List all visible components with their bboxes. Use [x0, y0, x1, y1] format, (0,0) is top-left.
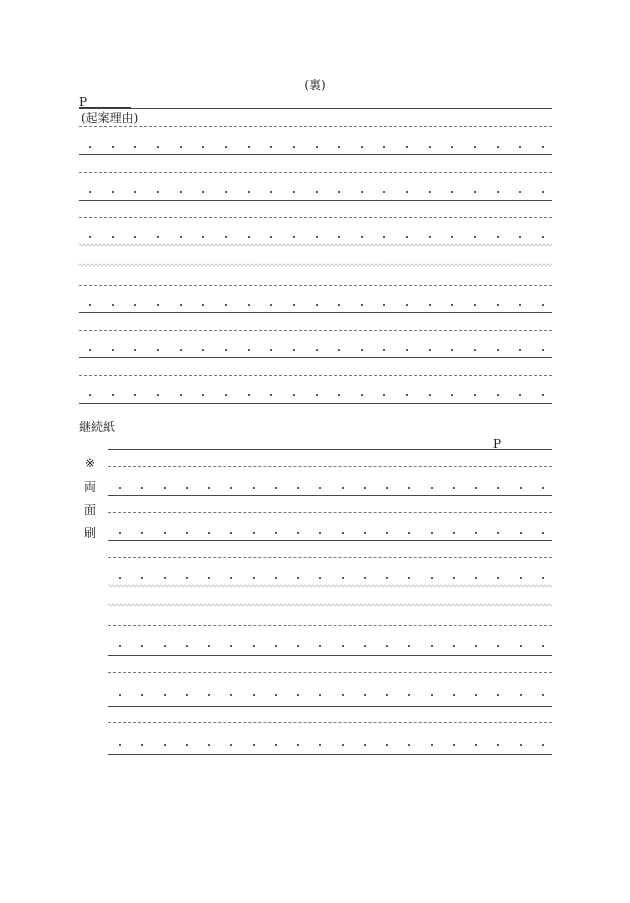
guide-dot: [112, 349, 114, 351]
guide-dot: [112, 191, 114, 193]
dashed-line: [108, 722, 552, 723]
continuation-heading: 継続紙: [79, 420, 116, 434]
guide-dot: [453, 577, 455, 579]
guide-dot: [297, 577, 299, 579]
guide-dot: [316, 236, 318, 238]
guide-dot: [141, 694, 143, 696]
guide-dot: [475, 532, 477, 534]
guide-dot: [431, 577, 433, 579]
guide-dot: [451, 349, 453, 351]
guide-dot: [230, 487, 232, 489]
guide-dot: [429, 191, 431, 193]
guide-dot: [134, 236, 136, 238]
guide-dot: [497, 146, 499, 148]
guide-dot: [408, 694, 410, 696]
guide-dot: [408, 532, 410, 534]
guide-dot: [316, 191, 318, 193]
guide-dot: [202, 236, 204, 238]
guide-dot: [275, 487, 277, 489]
guide-dot: [474, 146, 476, 148]
guide-dot: [293, 349, 295, 351]
guide-dot: [475, 577, 477, 579]
guide-dot: [406, 146, 408, 148]
guide-dot: [542, 744, 544, 746]
guide-dot: [520, 487, 522, 489]
guide-dot: [119, 532, 121, 534]
guide-dot: [208, 744, 210, 746]
solid-line: [108, 655, 552, 656]
section-top-rule: [79, 108, 552, 109]
guide-dot: [141, 577, 143, 579]
guide-dot: [475, 694, 477, 696]
guide-dot: [164, 532, 166, 534]
guide-dot: [453, 487, 455, 489]
guide-dot: [208, 532, 210, 534]
dashed-line: [108, 512, 552, 513]
guide-dot: [186, 645, 188, 647]
guide-dot: [248, 394, 250, 396]
guide-dot: [89, 146, 91, 148]
guide-dot: [383, 304, 385, 306]
wavy-line: [79, 243, 552, 247]
guide-dot: [497, 532, 499, 534]
guide-dot: [429, 349, 431, 351]
guide-dot: [270, 191, 272, 193]
dashed-line: [79, 217, 552, 218]
guide-dot: [119, 577, 121, 579]
guide-dot: [542, 146, 544, 148]
guide-dot: [225, 191, 227, 193]
guide-dot: [364, 744, 366, 746]
dashed-line: [79, 330, 552, 331]
guide-dot: [134, 146, 136, 148]
guide-dot: [542, 304, 544, 306]
guide-dot: [270, 394, 272, 396]
guide-dot: [497, 349, 499, 351]
guide-dot: [253, 694, 255, 696]
guide-dot: [542, 532, 544, 534]
guide-dot: [342, 694, 344, 696]
guide-dot: [297, 645, 299, 647]
guide-dot: [202, 304, 204, 306]
guide-dot: [408, 744, 410, 746]
guide-dot: [383, 236, 385, 238]
guide-dot: [408, 487, 410, 489]
guide-dot: [519, 304, 521, 306]
guide-dot: [338, 304, 340, 306]
guide-dot: [386, 744, 388, 746]
side-note-char: 面: [83, 503, 96, 517]
dashed-line: [108, 557, 552, 558]
guide-dot: [202, 394, 204, 396]
guide-dot: [186, 487, 188, 489]
dot-guide-row: [89, 394, 542, 397]
guide-dot: [497, 304, 499, 306]
guide-dot: [253, 645, 255, 647]
guide-dot: [364, 577, 366, 579]
guide-dot: [112, 236, 114, 238]
guide-dot: [364, 645, 366, 647]
guide-dot: [319, 744, 321, 746]
wavy-line: [79, 263, 552, 267]
guide-dot: [342, 577, 344, 579]
guide-dot: [542, 577, 544, 579]
guide-dot: [542, 487, 544, 489]
guide-dot: [297, 744, 299, 746]
guide-dot: [208, 487, 210, 489]
guide-dot: [497, 394, 499, 396]
guide-dot: [253, 487, 255, 489]
wavy-line: [108, 584, 552, 588]
guide-dot: [497, 577, 499, 579]
guide-dot: [119, 487, 121, 489]
guide-dot: [293, 191, 295, 193]
dashed-line: [79, 285, 552, 286]
guide-dot: [520, 744, 522, 746]
guide-dot: [164, 744, 166, 746]
guide-dot: [141, 645, 143, 647]
guide-dot: [406, 191, 408, 193]
guide-dot: [361, 394, 363, 396]
solid-line: [79, 312, 552, 313]
dashed-line: [79, 375, 552, 376]
guide-dot: [208, 694, 210, 696]
guide-dot: [119, 645, 121, 647]
guide-dot: [134, 394, 136, 396]
guide-dot: [431, 744, 433, 746]
guide-dot: [338, 191, 340, 193]
solid-line: [108, 540, 552, 541]
dot-guide-row: [89, 304, 542, 307]
page-title: (裏): [304, 78, 326, 92]
guide-dot: [364, 694, 366, 696]
guide-dot: [157, 394, 159, 396]
guide-dot: [364, 532, 366, 534]
side-note-char: 刷: [83, 526, 96, 540]
guide-dot: [253, 532, 255, 534]
guide-dot: [342, 487, 344, 489]
guide-dot: [429, 236, 431, 238]
guide-dot: [429, 394, 431, 396]
guide-dot: [519, 191, 521, 193]
guide-dot: [275, 577, 277, 579]
guide-dot: [383, 146, 385, 148]
guide-dot: [497, 744, 499, 746]
guide-dot: [225, 394, 227, 396]
section-top-rule: [108, 449, 552, 450]
guide-dot: [386, 694, 388, 696]
guide-dot: [270, 236, 272, 238]
guide-dot: [293, 304, 295, 306]
guide-dot: [186, 694, 188, 696]
solid-line: [79, 403, 552, 404]
guide-dot: [497, 694, 499, 696]
reason-heading: (起案理由): [81, 111, 139, 125]
guide-dot: [186, 744, 188, 746]
guide-dot: [338, 236, 340, 238]
guide-dot: [406, 394, 408, 396]
guide-dot: [383, 349, 385, 351]
guide-dot: [474, 349, 476, 351]
guide-dot: [225, 236, 227, 238]
guide-dot: [361, 146, 363, 148]
guide-dot: [180, 349, 182, 351]
guide-dot: [319, 577, 321, 579]
guide-dot: [520, 532, 522, 534]
guide-dot: [164, 645, 166, 647]
guide-dot: [270, 146, 272, 148]
guide-dot: [451, 394, 453, 396]
guide-dot: [316, 349, 318, 351]
guide-dot: [453, 645, 455, 647]
guide-dot: [431, 532, 433, 534]
dot-guide-row: [119, 694, 542, 697]
guide-dot: [275, 532, 277, 534]
solid-line: [79, 154, 552, 155]
guide-dot: [431, 694, 433, 696]
guide-dot: [270, 304, 272, 306]
guide-dot: [112, 304, 114, 306]
dot-guide-row: [119, 487, 542, 490]
side-note-char: 両: [83, 480, 96, 494]
guide-dot: [406, 236, 408, 238]
guide-dot: [361, 191, 363, 193]
guide-dot: [119, 744, 121, 746]
guide-dot: [451, 146, 453, 148]
guide-dot: [342, 645, 344, 647]
guide-dot: [112, 394, 114, 396]
page-prefix: P: [79, 95, 88, 109]
guide-dot: [338, 394, 340, 396]
guide-dot: [134, 304, 136, 306]
guide-dot: [519, 394, 521, 396]
dot-guide-row: [119, 577, 542, 580]
guide-dot: [293, 236, 295, 238]
guide-dot: [141, 487, 143, 489]
guide-dot: [208, 645, 210, 647]
guide-dot: [164, 577, 166, 579]
guide-dot: [474, 394, 476, 396]
guide-dot: [164, 694, 166, 696]
guide-dot: [429, 146, 431, 148]
guide-dot: [230, 532, 232, 534]
guide-dot: [316, 304, 318, 306]
guide-dot: [497, 487, 499, 489]
guide-dot: [453, 744, 455, 746]
guide-dot: [230, 744, 232, 746]
guide-dot: [230, 577, 232, 579]
guide-dot: [248, 236, 250, 238]
guide-dot: [319, 532, 321, 534]
guide-dot: [408, 645, 410, 647]
guide-dot: [406, 349, 408, 351]
guide-dot: [519, 349, 521, 351]
guide-dot: [293, 394, 295, 396]
guide-dot: [497, 191, 499, 193]
guide-dot: [270, 349, 272, 351]
guide-dot: [520, 694, 522, 696]
dashed-line: [108, 672, 552, 673]
dot-guide-row: [89, 146, 542, 149]
guide-dot: [475, 744, 477, 746]
guide-dot: [134, 191, 136, 193]
guide-dot: [451, 304, 453, 306]
guide-dot: [497, 236, 499, 238]
guide-dot: [342, 532, 344, 534]
guide-dot: [225, 146, 227, 148]
guide-dot: [406, 304, 408, 306]
guide-dot: [451, 236, 453, 238]
guide-dot: [253, 744, 255, 746]
solid-line: [108, 495, 552, 496]
guide-dot: [408, 577, 410, 579]
guide-dot: [180, 191, 182, 193]
guide-dot: [475, 645, 477, 647]
guide-dot: [119, 694, 121, 696]
continuation-page-prefix: P: [493, 437, 502, 451]
dot-guide-row: [89, 349, 542, 352]
solid-line: [79, 357, 552, 358]
guide-dot: [202, 191, 204, 193]
guide-dot: [319, 694, 321, 696]
guide-dot: [429, 304, 431, 306]
guide-dot: [164, 487, 166, 489]
solid-line: [108, 706, 552, 707]
guide-dot: [89, 394, 91, 396]
dot-guide-row: [119, 532, 542, 535]
guide-dot: [431, 645, 433, 647]
guide-dot: [361, 304, 363, 306]
guide-dot: [386, 487, 388, 489]
guide-dot: [383, 394, 385, 396]
guide-dot: [338, 146, 340, 148]
wavy-line: [108, 603, 552, 607]
guide-dot: [202, 349, 204, 351]
guide-dot: [474, 304, 476, 306]
guide-dot: [248, 191, 250, 193]
guide-dot: [520, 645, 522, 647]
guide-dot: [89, 191, 91, 193]
guide-dot: [202, 146, 204, 148]
guide-dot: [386, 532, 388, 534]
guide-dot: [316, 146, 318, 148]
guide-dot: [157, 146, 159, 148]
guide-dot: [230, 645, 232, 647]
guide-dot: [338, 349, 340, 351]
guide-dot: [180, 146, 182, 148]
page-number-label: [79, 95, 131, 108]
guide-dot: [297, 532, 299, 534]
guide-dot: [275, 744, 277, 746]
guide-dot: [364, 487, 366, 489]
dashed-line: [108, 466, 552, 467]
guide-dot: [497, 645, 499, 647]
guide-dot: [157, 191, 159, 193]
dot-guide-row: [119, 645, 542, 648]
solid-line: [108, 754, 552, 755]
guide-dot: [186, 577, 188, 579]
guide-dot: [293, 146, 295, 148]
guide-dot: [186, 532, 188, 534]
guide-dot: [253, 577, 255, 579]
guide-dot: [275, 645, 277, 647]
guide-dot: [386, 577, 388, 579]
guide-dot: [157, 236, 159, 238]
guide-dot: [230, 694, 232, 696]
guide-dot: [453, 694, 455, 696]
guide-dot: [157, 304, 159, 306]
guide-dot: [431, 487, 433, 489]
guide-dot: [474, 191, 476, 193]
guide-dot: [248, 349, 250, 351]
dashed-line: [108, 625, 552, 626]
guide-dot: [542, 394, 544, 396]
dot-guide-row: [89, 191, 542, 194]
guide-dot: [342, 744, 344, 746]
guide-dot: [383, 191, 385, 193]
guide-dot: [141, 744, 143, 746]
side-note-mark: ※: [84, 456, 96, 470]
dot-guide-row: [119, 744, 542, 747]
guide-dot: [89, 304, 91, 306]
guide-dot: [451, 191, 453, 193]
guide-dot: [89, 236, 91, 238]
guide-dot: [180, 236, 182, 238]
guide-dot: [361, 236, 363, 238]
guide-dot: [89, 349, 91, 351]
guide-dot: [112, 146, 114, 148]
guide-dot: [542, 349, 544, 351]
guide-dot: [180, 394, 182, 396]
guide-dot: [519, 146, 521, 148]
guide-dot: [248, 146, 250, 148]
guide-dot: [208, 577, 210, 579]
guide-dot: [225, 304, 227, 306]
guide-dot: [474, 236, 476, 238]
guide-dot: [319, 487, 321, 489]
guide-dot: [275, 694, 277, 696]
guide-dot: [475, 487, 477, 489]
guide-dot: [542, 694, 544, 696]
guide-dot: [542, 191, 544, 193]
dashed-line: [79, 126, 552, 127]
guide-dot: [157, 349, 159, 351]
guide-dot: [141, 532, 143, 534]
guide-dot: [542, 645, 544, 647]
solid-line: [79, 200, 552, 201]
guide-dot: [180, 304, 182, 306]
guide-dot: [297, 694, 299, 696]
guide-dot: [316, 394, 318, 396]
guide-dot: [519, 236, 521, 238]
dashed-line: [79, 172, 552, 173]
guide-dot: [248, 304, 250, 306]
guide-dot: [297, 487, 299, 489]
guide-dot: [453, 532, 455, 534]
guide-dot: [225, 349, 227, 351]
guide-dot: [520, 577, 522, 579]
guide-dot: [134, 349, 136, 351]
guide-dot: [542, 236, 544, 238]
dot-guide-row: [89, 236, 542, 239]
guide-dot: [361, 349, 363, 351]
guide-dot: [319, 645, 321, 647]
guide-dot: [386, 645, 388, 647]
